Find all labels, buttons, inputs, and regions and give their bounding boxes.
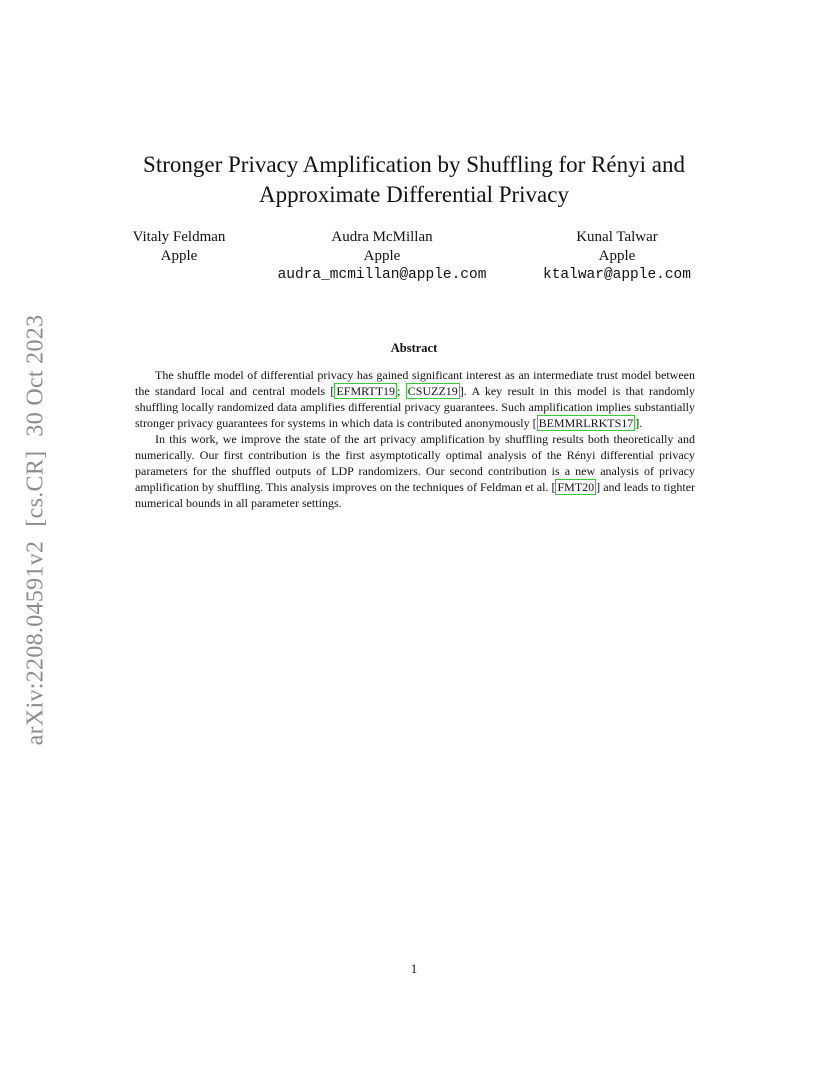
- author-name: Vitaly Feldman: [132, 229, 226, 245]
- title-line-2: Approximate Differential Privacy: [259, 182, 569, 207]
- paper-title: [100, 150, 728, 210]
- citation-link[interactable]: CSUZZ19: [407, 384, 458, 398]
- author-block-feldman: [133, 228, 226, 266]
- page-number: 1: [410, 961, 418, 976]
- author-email[interactable]: ktalwar@apple.com: [543, 267, 691, 283]
- abstract-paragraph-2: [135, 431, 695, 511]
- author-affiliation: Apple: [160, 248, 198, 264]
- author-block-mcmillan: [278, 228, 487, 285]
- citation-link[interactable]: EFMRTT19: [336, 384, 396, 398]
- title-line-1: Stronger Privacy Amplification by Shuffling for Rényi and: [143, 152, 685, 177]
- citation-link[interactable]: FMT20: [557, 480, 595, 494]
- abstract-paragraph-1: [135, 367, 695, 431]
- abstract-heading: Abstract: [390, 341, 438, 355]
- abstract-text: ]. A key result in this model is that randomly shuffling locally randomized data amplifies differential privacy guarantees. Such amplification implies substantially stronger privacy guarantees for systems in which data is contributed anonymously [: [135, 384, 696, 430]
- abstract-text: ;: [397, 384, 406, 398]
- author-name: Audra McMillan: [331, 229, 433, 245]
- author-name: Kunal Talwar: [576, 229, 658, 245]
- abstract-text: In this work, we improve the state of the art privacy amplification by shuffling results both theoretically and numerically. Our first contribution is the first asymptotically optimal analysis of the Rényi differential privacy parameters for the shuffled outputs of LDP randomizers. Our second contribution is a new analysis of privacy amplification by shuffling. This analysis improves on the techniques of Feldman et al. [: [135, 432, 695, 494]
- abstract-text: ] and leads to tighter numerical bounds in all parameter settings.: [135, 480, 696, 510]
- author-affiliation: Apple: [598, 248, 636, 264]
- author-affiliation: Apple: [363, 248, 401, 264]
- arxiv-id: arXiv:2208.04591v2: [22, 540, 49, 746]
- arxiv-date: 30 Oct 2023: [22, 314, 49, 437]
- citation-link[interactable]: BEMMRLRKTS17: [538, 416, 634, 430]
- abstract-text: The shuffle model of differential privacy has gained significant interest as an intermediate trust model between the standard local and central models [: [135, 368, 695, 398]
- arxiv-identifier-stamp: [23, 301, 50, 746]
- abstract-body: [135, 367, 695, 511]
- author-email[interactable]: audra_mcmillan@apple.com: [277, 267, 487, 283]
- abstract-text: ].: [635, 416, 643, 430]
- author-block-talwar: [543, 228, 691, 285]
- arxiv-category: [cs.CR]: [22, 450, 49, 527]
